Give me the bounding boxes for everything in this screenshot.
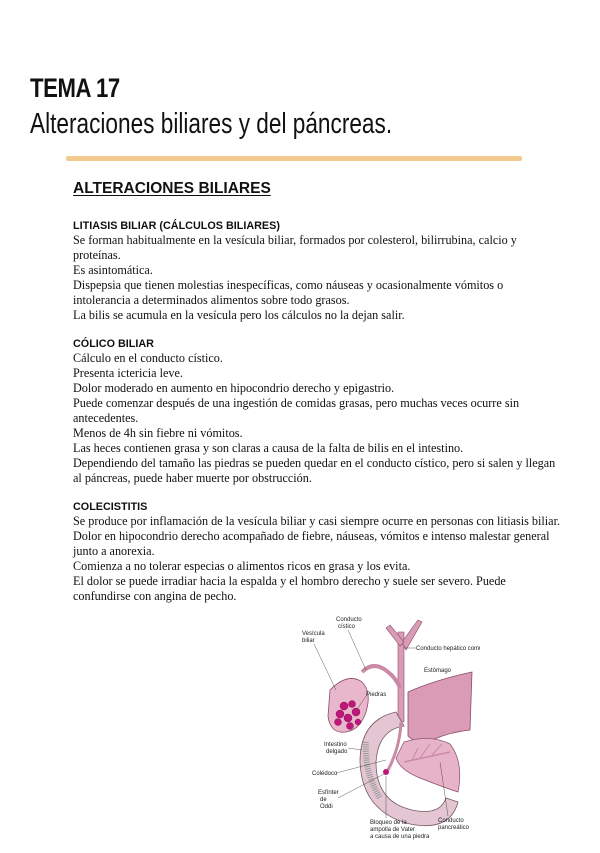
stomach-shape — [408, 672, 472, 742]
biliary-anatomy-figure — [300, 612, 480, 848]
label-hepatico-comun: Conducto hepático común — [416, 646, 480, 652]
page-title: TEMA 17 — [30, 73, 120, 103]
text-line: Comienza a no tolerar especias o alimentos ricos en grasa y los evita. — [73, 559, 411, 573]
label-delgado: delgado — [326, 749, 348, 755]
block-heading: CÓLICO BILIAR — [73, 338, 154, 350]
cystic-duct-shape — [362, 666, 400, 688]
block-colecistitis — [73, 500, 563, 604]
text-line: Presenta ictericia leve. — [73, 366, 183, 380]
label-conducto-cistico: Conducto — [336, 617, 362, 623]
page-subtitle: Alteraciones biliares y del páncreas. — [30, 108, 393, 140]
text-line: Es asintomática. — [73, 263, 153, 277]
label-oddi: Oddi — [320, 804, 333, 810]
text-line: El dolor se puede irradiar hacia la espalda y el hombro derecho y suele ser severo. Puede confundirse con angina de pecho. — [73, 574, 506, 603]
label-ampolla: ampolla de Vater — [370, 827, 415, 833]
text-line: Dispepsia que tienen molestias inespecíficas, como náuseas y ocasionalmente vómitos o intolerancia a determinados alimentos sobre todo grasos. — [73, 278, 504, 307]
text-line: Cálculo en el conducto cístico. — [73, 351, 223, 365]
hepatic-duct-shape — [398, 632, 404, 722]
label-esfinter: Esfínter — [318, 790, 339, 796]
anatomy-illustration — [300, 612, 480, 848]
text-line: Se produce por inflamación de la vesícula biliar y casi siempre ocurre en personas con litiasis biliar. — [73, 514, 560, 528]
label-cistico: cístico — [338, 624, 356, 630]
text-line: Puede comenzar después de una ingestión de comidas grasas, pero muchas veces ocurre sin antecedentes. — [73, 396, 520, 425]
label-vesicula: Vesícula — [302, 631, 325, 637]
text-line: Dependiendo del tamaño las piedras se pueden quedar en el conducto cístico, pero si salen y llegan al páncreas, puede haber muerte por obstrucción. — [73, 456, 556, 485]
text-line: Menos de 4h sin fiebre ni vómitos. — [73, 426, 243, 440]
block-heading: LITIASIS BILIAR (CÁLCULOS BILIARES) — [73, 220, 280, 232]
text-line: Se forman habitualmente en la vesícula biliar, formados por colesterol, bilirrubina, calcio y proteínas. — [73, 233, 517, 262]
label-conducto-pancreatico: Conducto — [438, 818, 464, 824]
label-estomago: Estómago — [424, 668, 452, 674]
label-biliar: biliar — [302, 638, 315, 644]
block-litiasis — [73, 219, 563, 323]
label-de: de — [320, 797, 327, 803]
label-coledoco: Colédoco — [312, 771, 338, 777]
content-body — [73, 219, 563, 604]
text-line: La bilis se acumula en la vesícula pero los cálculos no la dejan salir. — [73, 308, 405, 322]
label-piedras: Piedras — [366, 692, 387, 698]
block-colico — [73, 337, 563, 486]
section-title: ALTERACIONES BILIARES — [73, 180, 271, 197]
label-intestino: Intestino — [324, 742, 347, 748]
block-heading: COLECISTITIS — [73, 501, 148, 513]
label-pancreatico: pancreático — [438, 825, 470, 831]
label-bloqueo: Bloqueo de la — [370, 820, 407, 826]
text-line: Las heces contienen grasa y son claras a causa de la falta de bilis en el intestino. — [73, 441, 464, 455]
text-line: Dolor en hipocondrio derecho acompañado de fiebre, náuseas, vómitos e intenso malestar general junto a anorexia. — [73, 529, 550, 558]
accent-divider — [66, 156, 522, 161]
label-causa-piedra: a causa de una piedra — [370, 834, 430, 840]
text-line: Dolor moderado en aumento en hipocondrio derecho y epigastrio. — [73, 381, 395, 395]
